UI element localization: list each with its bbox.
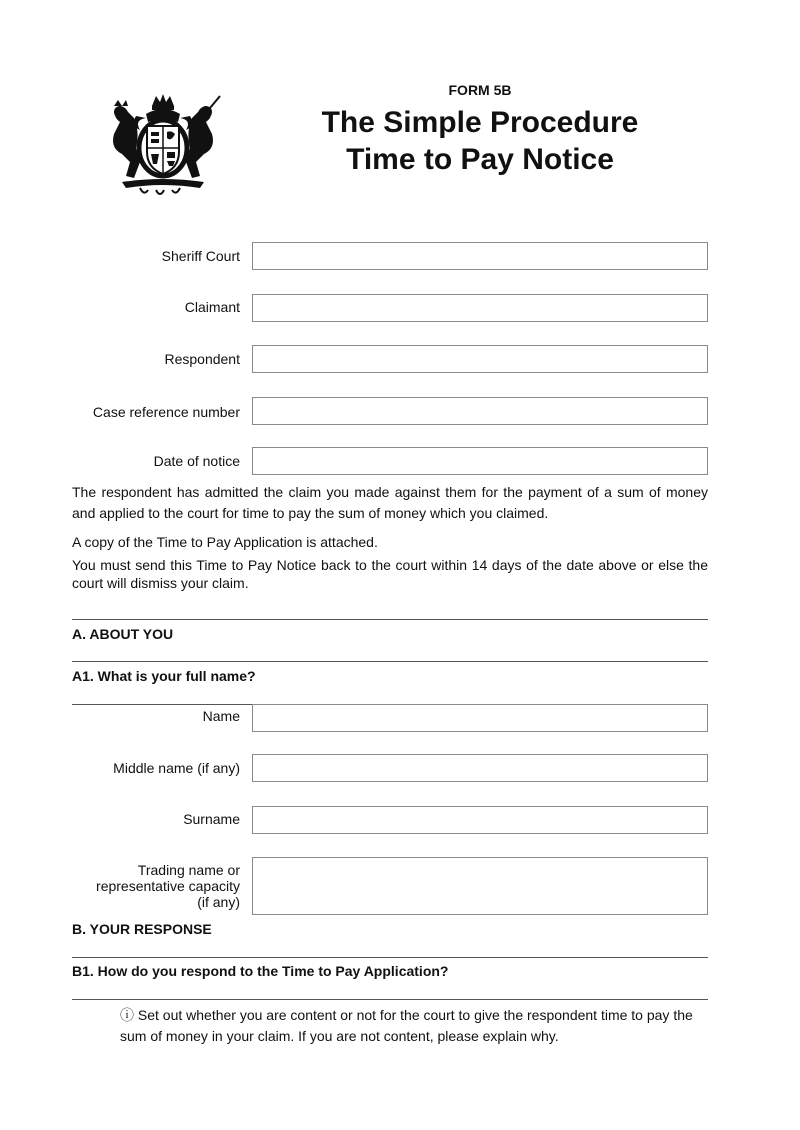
claimant-field[interactable] bbox=[252, 294, 708, 322]
section-divider bbox=[72, 957, 708, 958]
intro-paragraph-3: You must send this Time to Pay Notice back to the court within 14 days of the date above or else the court will dismiss your claim. bbox=[72, 557, 708, 591]
info-icon: ⓘ bbox=[120, 1007, 134, 1023]
date-of-notice-field[interactable] bbox=[252, 447, 708, 475]
section-b-heading: B. YOUR RESPONSE bbox=[72, 921, 212, 937]
middle-name-field[interactable] bbox=[252, 754, 708, 782]
case-reference-field[interactable] bbox=[252, 397, 708, 425]
form-title bbox=[300, 104, 660, 178]
section-divider bbox=[72, 999, 708, 1000]
info-note bbox=[120, 1005, 700, 1047]
surname-field[interactable] bbox=[252, 806, 708, 834]
intro-paragraph-2: A copy of the Time to Pay Application is attached. bbox=[72, 534, 378, 550]
section-divider bbox=[72, 619, 708, 620]
question-divider bbox=[72, 704, 252, 705]
info-text: Set out whether you are content or not for the court to give the respondent time to pay the sum of money in your claim. If you are not content, please explain why. bbox=[120, 1007, 693, 1044]
date-of-notice-label: Date of notice bbox=[153, 453, 240, 469]
respondent-label: Respondent bbox=[164, 351, 240, 367]
sheriff-court-label: Sheriff Court bbox=[161, 248, 240, 264]
sheriff-court-field[interactable] bbox=[252, 242, 708, 270]
respondent-field[interactable] bbox=[252, 345, 708, 373]
surname-label: Surname bbox=[183, 811, 240, 827]
trading-name-label-line-2: representative capacity bbox=[96, 878, 240, 894]
form-title-line-2: Time to Pay Notice bbox=[346, 143, 614, 176]
royal-crest-icon bbox=[100, 92, 226, 198]
claimant-label: Claimant bbox=[184, 299, 240, 315]
trading-name-field[interactable] bbox=[252, 857, 708, 915]
section-divider bbox=[72, 661, 708, 662]
question-b1: B1. How do you respond to the Time to Pay Application? bbox=[72, 963, 449, 979]
form-title-line-1: The Simple Procedure bbox=[321, 106, 639, 139]
form-number: FORM 5B bbox=[448, 82, 512, 98]
trading-name-label-line-3: (if any) bbox=[197, 894, 240, 910]
trading-name-label-line-1: Trading name or bbox=[137, 862, 240, 878]
name-field[interactable] bbox=[252, 704, 708, 732]
intro-paragraph-1: The respondent has admitted the claim you made against them for the payment of a sum of money and applied to the court for time to pay the sum of money which you claimed. bbox=[72, 484, 708, 521]
question-a1: A1. What is your full name? bbox=[72, 668, 256, 684]
case-reference-label: Case reference number bbox=[92, 404, 240, 420]
middle-name-label: Middle name (if any) bbox=[113, 760, 240, 776]
trading-name-label bbox=[20, 862, 240, 910]
section-a-heading: A. ABOUT YOU bbox=[72, 626, 174, 642]
name-label: Name bbox=[202, 708, 240, 724]
